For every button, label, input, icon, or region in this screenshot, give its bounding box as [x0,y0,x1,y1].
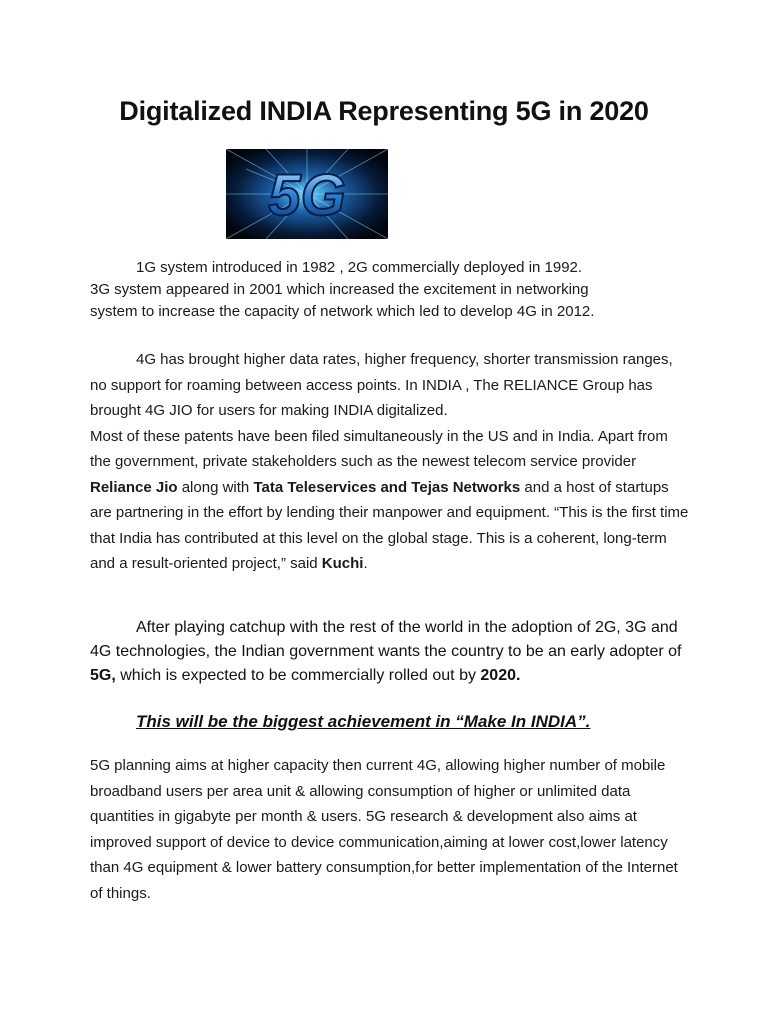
paragraph-history [90,257,690,323]
5g-logo-image [226,149,388,239]
paragraph-5g-adoption [90,616,690,688]
document-title: Digitalized INDIA Representing 5G in 2020 [119,96,649,126]
history-line-3: system to increase the capacity of network which led to develop 4G in 2012. [90,303,595,320]
patents-text: Most of these patents have been filed simultaneously in the US and in India. Apart from the government, private stakeholders such as the newest telecom service provider [90,427,668,470]
history-line-2: 3G system appeared in 2001 which increased the excitement in networking [90,281,589,298]
startups-text: and a host of startups are partnering in the effort by lending their manpower and equipment. “This is the first time that India has contributed at this level on the global stage. This is a coherent, long-term and a result-oriented project,” said [90,478,689,572]
rolled-out-text: which is expected to be commercially rolled out by [115,667,481,684]
2020-bold: 2020. [480,667,521,684]
make-in-india-highlight: This will be the biggest achievement in “Make In INDIA”. [136,712,591,731]
history-line-1: 1G system introduced in 1982 , 2G commercially deployed in 1992. [136,259,583,276]
paragraph-4g [90,347,690,577]
adoption-text: After playing catchup with the rest of the world in the adoption of 2G, 3G and 4G technologies, the Indian government wants the country to be an early adopter of [90,619,682,660]
tata-tejas-bold: Tata Teleservices and Tejas Networks [253,478,521,496]
4g-intro-text: 4G has brought higher data rates, higher frequency, shorter transmission ranges, no support for roaming between access points. In INDIA , The RELIANCE Group has brought 4G JIO for users for making INDIA digitalized. [90,351,673,419]
5g-bold: 5G, [90,667,116,684]
svg-text:5G: 5G [268,163,346,228]
kuchi-bold: Kuchi [321,555,364,572]
paragraph-5g-planning: 5G planning aims at higher capacity then current 4G, allowing higher number of mobile broadband users per area unit & allowing consumption of higher or unlimited data quantities in gigabyte per month & users. 5G research & development also aims at improved support of device to device communication,aiming at lower cost,lower latency than 4G equipment & lower battery consumption,for better implementation of the Internet of things. [90,757,678,902]
reliance-jio-bold: Reliance Jio [90,478,178,496]
period-text: . [363,555,368,572]
along-with-text: along with [177,478,254,496]
